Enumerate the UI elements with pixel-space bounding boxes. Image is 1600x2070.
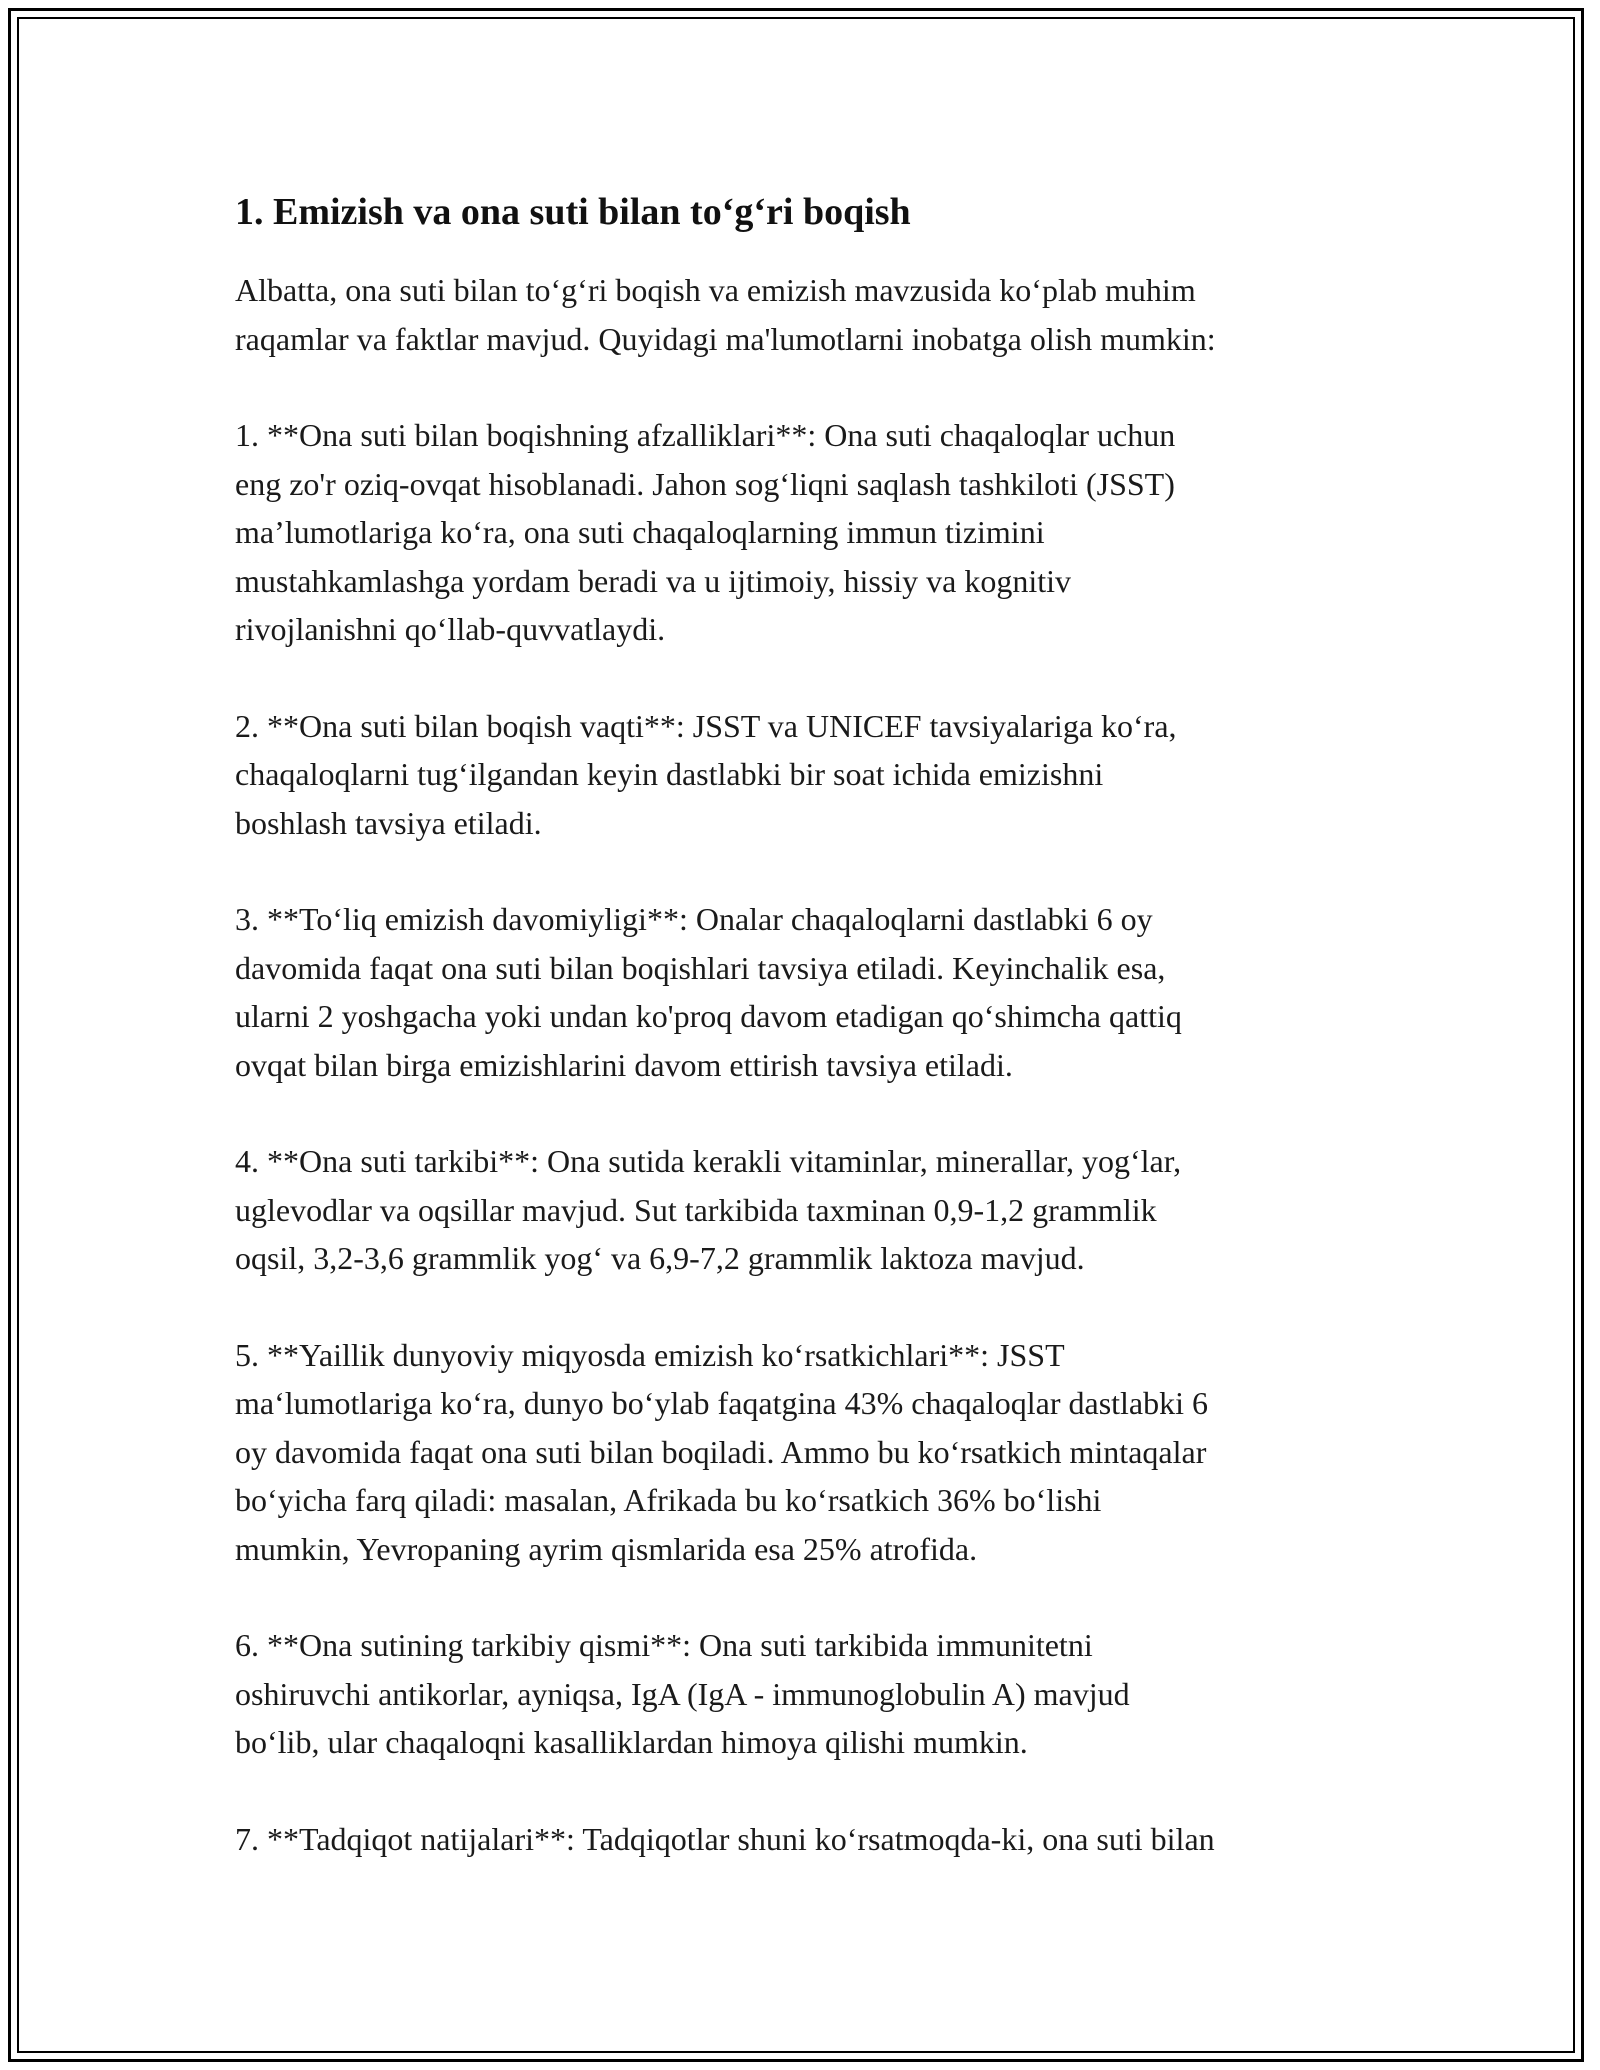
list-item-2: 2. **Ona suti bilan boqish vaqti**: JSST va UNICEF tavsiyalariga ko‘ra, chaqaloqlarni tug‘ilgandan keyin dastlabki bir soat ichida emizishni boshlash tavsiya etiladi.	[235, 707, 1177, 841]
document-body	[235, 186, 1385, 1911]
list-item-5: 5. **Yaillik dunyoviy miqyosda emizish ko‘rsatkichlari**: JSST ma‘lumotlariga ko‘ra, dunyo bo‘ylab faqatgina 43% chaqaloqlar dastlabki 6 oy davomida faqat ona suti bilan boqiladi. Ammo bu ko‘rsatkich mintaqalar bo‘yicha farq qiladi: masalan, Afrikada bu ko‘rsatkich 36% bo‘lishi mumkin, Yevropaning ayrim qismlarida esa 25% atrofida.	[235, 1336, 1209, 1567]
list-item-6: 6. **Ona sutining tarkibiy qismi**: Ona suti tarkibida immunitetni oshiruvchi antikorlar, ayniqsa, IgA (IgA - immunoglobulin A) mavjud bo‘lib, ular chaqaloqni kasalliklardan himoya qilishi mumkin.	[235, 1627, 1130, 1760]
list-item-1: 1. **Ona suti bilan boqishning afzalliklari**: Ona suti chaqaloqlar uchun eng zo'r oziq-ovqat hisoblanadi. Jahon sog‘liqni saqlash tashkiloti (JSST) ma’lumotlariga ko‘ra, ona suti chaqaloqlarning immun tizimini mustahkamlashga yordam beradi va u ijtimoiy, hissiy va kognitiv rivojlanishni qo‘llab-quvvatlaydi.	[235, 417, 1176, 647]
list-item-7: 7. **Tadqiqot natijalari**: Tadqiqotlar shuni ko‘rsatmoqda-ki, ona suti bilan	[235, 1820, 1215, 1857]
list-item-4: 4. **Ona suti tarkibi**: Ona sutida kerakli vitaminlar, minerallar, yog‘lar, uglevodlar va oqsillar mavjud. Sut tarkibida taxminan 0,9-1,2 grammlik oqsil, 3,2-3,6 grammlik yog‘ va 6,9-7,2 grammlik laktoza mavjud.	[235, 1143, 1182, 1276]
list-item-3: 3. **To‘liq emizish davomiyligi**: Onalar chaqaloqlarni dastlabki 6 oy davomida faqat ona suti bilan boqishlari tavsiya etiladi. Keyinchalik esa, ularni 2 yoshgacha yoki undan ko'proq davom etadigan qo‘shimcha qattiq ovqat bilan birga emizishlarini davom ettirish tavsiya etiladi.	[235, 901, 1182, 1083]
document-title: 1. Emizish va ona suti bilan to‘g‘ri boqish	[235, 191, 911, 233]
intro-paragraph: Albatta, ona suti bilan to‘g‘ri boqish va emizish mavzusida ko‘plab muhim raqamlar va faktlar mavjud. Quyidagi ma'lumotlarni inobatga olish mumkin:	[235, 272, 1216, 357]
